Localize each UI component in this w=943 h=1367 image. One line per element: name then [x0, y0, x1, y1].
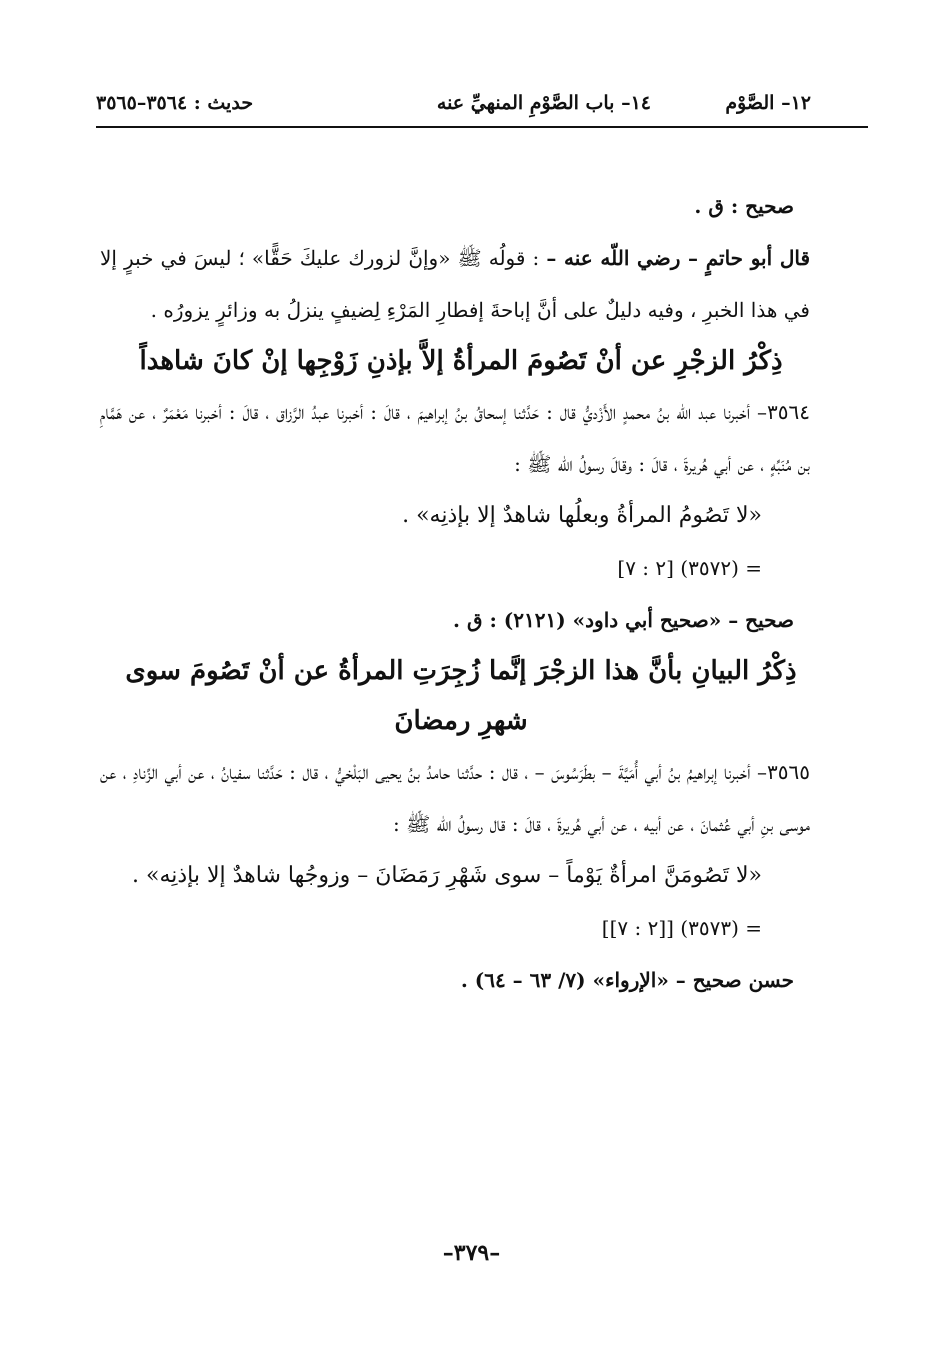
header-rule	[96, 126, 868, 128]
page-body	[100, 180, 862, 1006]
hadith-matn-3565: «لا تَصُومَنَّ امرأةٌ يَوْماً – سوى شَهْرِ رَمَضَانَ – وزوجُها شاهدٌ إلا بإذنِه» .	[132, 863, 762, 888]
section-heading: ١٤– باب الصَّوْمِ المنهيِّ عنه	[436, 92, 651, 114]
hadith-grade-3564: صحيح – «صحيح أبي داود» (٢١٢١) : ق .	[453, 608, 794, 632]
hadith-range: حديث : ٣٥٦٤–٣٥٦٥	[96, 92, 254, 114]
hadith-reference-3565: = (٣٥٧٣) [[٢ : ٧]]	[601, 916, 762, 940]
hadith-reference-3564: = (٣٥٧٢) [٢ : ٧]	[617, 556, 762, 580]
commentary-lead: قال أبو حاتمٍ – رضي اللّه عنه –	[546, 246, 811, 270]
commentary-paragraph	[100, 232, 862, 336]
hadith-isnad-3565: ٣٥٦٥– أخبرنا إبراهيمُ بنُ أبي أُمَيَّةَ – بطَرَسُوسَ – ، قال : حدَّثنا حامدُ بنُ يحيى البَلْخيُّ ، قال : حَدَّثنا سفيانُ ، عن أبي الزِّنادِ ، عن موسى بنِ أبي عُثمانَ ، عن أبيه ، عن أبي هُريرةَ ، قالَ : قال رسولُ اللّه ﷺ :	[100, 760, 810, 836]
running-header	[96, 92, 811, 120]
chapter-title-2: ذِكْرُ البيانِ بأنَّ هذا الزجْرَ إنَّما زُجِرَتِ المرأةُ عن أنْ تَصُومَ سوى شهرِ رمضانَ	[125, 656, 797, 736]
page-number: –٣٧٩–	[442, 1240, 501, 1266]
chapter-heading: ١٢– الصَّوْم	[725, 92, 811, 114]
hadith-grade-3565: حسن صحيح – «الإرواء» (٧/ ٦٣ – ٦٤) .	[460, 968, 794, 992]
grade-line: صحيح : ق .	[694, 194, 794, 218]
chapter-title-1: ذِكْرُ الزجْرِ عن أنْ تَصُومَ المرأةُ إلاَّ بإذنِ زَوْجِها إنْ كانَ شاهداً	[139, 346, 783, 376]
commentary-text: : قولُه ﷺ «وإنَّ لزورك عليكَ حَقًّا» ؛ ليسَ في خبرٍ إلا في هذا الخبرِ ، وفيه دليلٌ على أنَّ إباحةَ إفطارِ المَرْءِ لِضيفٍ ينزلُ به وزائرٍ يزورُه .	[100, 246, 810, 322]
hadith-matn-3564: «لا تَصُومُ المرأةُ وبعلُها شاهدٌ إلا بإذنِه» .	[402, 503, 762, 528]
hadith-isnad-3564: ٣٥٦٤– أخبرنا عبد اللّه بنُ محمدٍ الأَزْديُّ قال : حَدَّثنا إسحاقُ بنُ إبراهيمَ ، قالَ : أخبرنا عبدُ الرَّزاق ، قالَ : أخبرنا مَعْمَرٌ ، عن هَمَّامِ بن مُنَبِّهٍ ، عن أبي هُريرةَ ، قالَ : وقالَ رسولُ اللّه ﷺ :	[100, 400, 810, 476]
